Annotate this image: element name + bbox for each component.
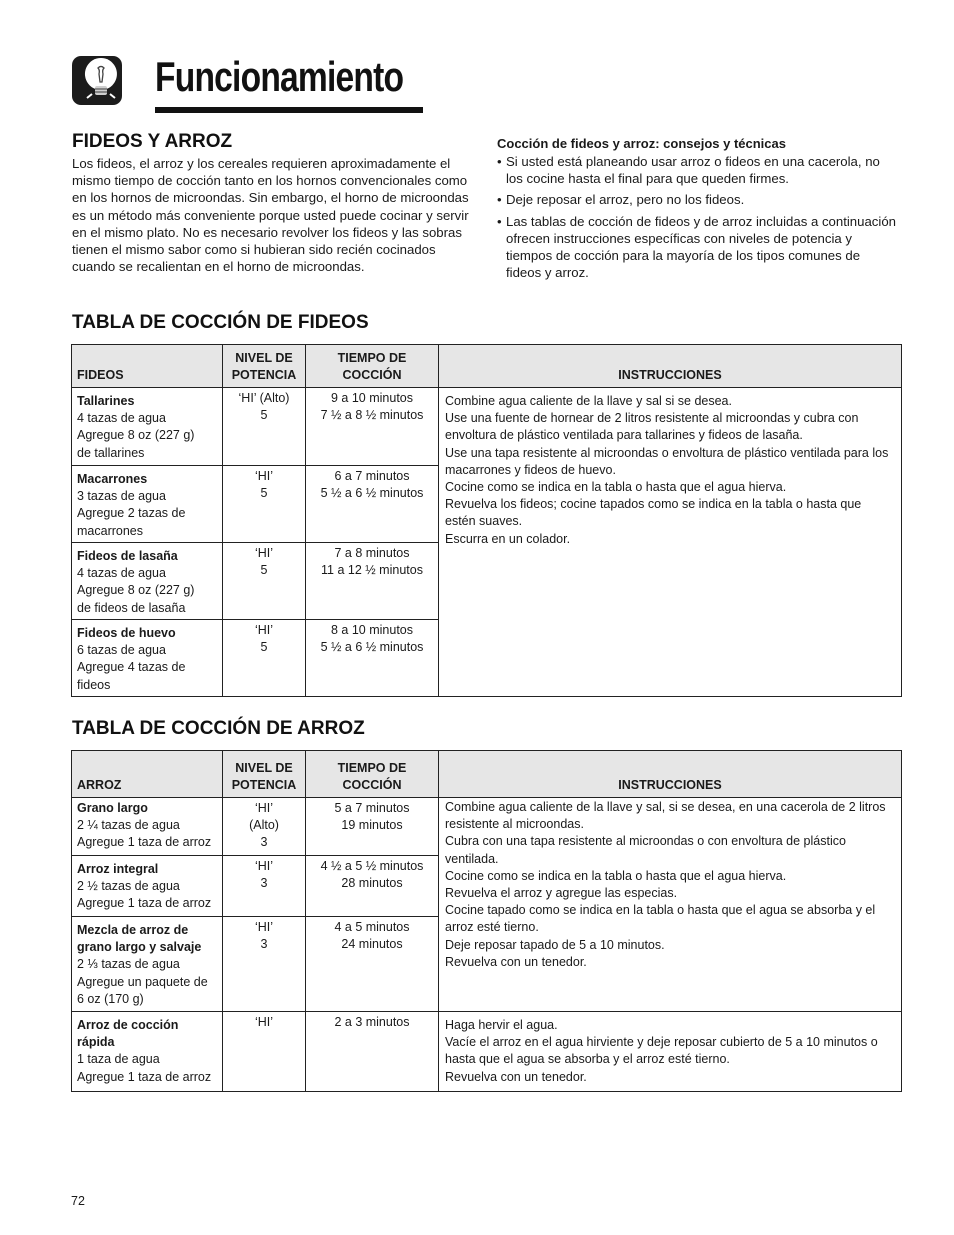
level-value: ‘HI’ [254, 469, 274, 483]
item-detail: Agregue 8 oz (227 g) [77, 583, 195, 598]
time-value: 2 a 3 minutos [334, 1015, 410, 1029]
table-row [72, 388, 902, 466]
item-detail: 1 taza de agua [77, 1052, 160, 1067]
time-cell [306, 1012, 439, 1092]
time-cell [306, 856, 439, 917]
page-title: Funcionamiento [155, 53, 404, 100]
time-value: 11 a 12 ½ minutos [321, 563, 423, 578]
lightbulb-icon [71, 52, 127, 108]
level-value: 3 [260, 876, 268, 891]
level-value: 5 [260, 640, 268, 655]
instructions-cell [439, 1012, 902, 1092]
time-value: 9 a 10 minutos [331, 391, 413, 405]
level-value: 5 [260, 486, 268, 501]
page-number: 72 [71, 1194, 85, 1208]
item-detail: Agregue 1 taza de arroz [77, 835, 212, 850]
tip-item: • Deje reposar el arroz, pero no los fideos. [497, 191, 897, 208]
item-cell [72, 798, 223, 856]
time-cell [306, 917, 439, 1012]
instruction-line: Revuelva con un tenedor. [445, 1069, 587, 1084]
item-cell [72, 620, 223, 697]
time-value: 7 ½ a 8 ½ minutos [320, 408, 424, 423]
level-value: ‘HI’ [254, 920, 274, 934]
column-header-level-line: NIVEL DE [235, 351, 293, 365]
level-value: 5 [260, 408, 268, 423]
intro-section [72, 131, 480, 275]
level-cell [223, 856, 306, 917]
section-heading: FIDEOS Y ARROZ [72, 131, 233, 152]
column-header-level-line: NIVEL DE [235, 761, 293, 775]
time-value: 5 ½ a 6 ½ minutos [320, 486, 424, 501]
time-cell [306, 543, 439, 620]
time-cell [306, 388, 439, 466]
title-rule [155, 107, 423, 113]
noodle-table-heading: TABLA DE COCCIÓN DE FIDEOS [72, 312, 369, 333]
instruction-line: Combine agua caliente de la llave y sal si se desea. [445, 394, 732, 408]
tip-item: • Si usted está planeando usar arroz o fideos en una cacerola, no los cocine hasta el final para que queden firmes. [497, 153, 897, 187]
item-detail: Agregue 2 tazas de [77, 506, 186, 521]
item-detail: de tallarines [77, 445, 145, 460]
instruction-line: Revuelva con un tenedor. [445, 954, 587, 969]
item-name: Arroz integral [77, 862, 159, 876]
item-name: Fideos de lasaña [77, 549, 178, 563]
instruction-line: Use una fuente de hornear de 2 litros resistente al microondas y cubra con envoltura de plástico ventilada para tallarines y fideos de lasaña. [445, 411, 859, 443]
column-header-item: FIDEOS [72, 345, 223, 388]
level-value: ‘HI’ [254, 623, 274, 637]
item-detail: Agregue 1 taza de arroz [77, 896, 212, 911]
item-detail: Agregue 8 oz (227 g) [77, 428, 195, 443]
tips-heading: Cocción de fideos y arroz: consejos y técnicas [497, 136, 786, 151]
instruction-line: Use una tapa resistente al microondas o envoltura de plástico ventilada para los macarrones y fideos de huevo. [445, 445, 889, 477]
item-cell [72, 388, 223, 466]
instruction-line: Haga hervir el agua. [445, 1018, 558, 1032]
item-cell [72, 1012, 223, 1092]
time-value: 5 a 7 minutos [334, 801, 410, 815]
item-cell [72, 466, 223, 543]
table-row [72, 798, 902, 856]
item-cell [72, 917, 223, 1012]
item-detail: macarrones [77, 523, 143, 538]
item-detail: 3 tazas de agua [77, 489, 166, 504]
instructions-cell [439, 798, 902, 1012]
tips-section [497, 135, 897, 285]
item-detail: 4 tazas de agua [77, 566, 166, 581]
item-detail: Agregue un paquete de 6 oz (170 g) [77, 974, 208, 1006]
level-cell [223, 388, 306, 466]
item-name: Fideos de huevo [77, 626, 176, 640]
instruction-line: Escurra en un colador. [445, 531, 571, 546]
column-header-time-line: TIEMPO DE [337, 761, 407, 775]
instruction-line: Cocine tapado como se indica en la tabla o hasta que el agua se absorba y el arroz esté tierno. [445, 903, 876, 935]
item-name: Macarrones [77, 472, 148, 486]
instruction-line: Deje reposar tapado de 5 a 10 minutos. [445, 937, 665, 952]
item-cell [72, 543, 223, 620]
level-cell [223, 466, 306, 543]
item-name: Grano largo [77, 801, 148, 815]
item-detail: fideos [77, 677, 111, 692]
level-value: ‘HI’ [254, 801, 274, 815]
tips-list [497, 153, 897, 281]
time-value: 4 ½ a 5 ½ minutos [320, 859, 424, 873]
time-cell [306, 798, 439, 856]
time-value: 24 minutos [341, 937, 403, 952]
instruction-line: Combine agua caliente de la llave y sal, si se desea, en una cacerola de 2 litros resistente al microondas. [445, 800, 886, 832]
instruction-line: Cocine como se indica en la tabla o hasta que el agua hierva. [445, 868, 787, 883]
item-detail: 6 tazas de agua [77, 643, 166, 658]
level-value: (Alto) [249, 818, 279, 833]
column-header-item: ARROZ [72, 751, 223, 798]
column-header-time-line: COCCIÓN [342, 778, 402, 792]
time-cell [306, 620, 439, 697]
tip-item: • Las tablas de cocción de fideos y de arroz incluidas a continuación ofrecen instrucciones específicas con niveles de potencia y tiempos de cocción para la mayoría de los tipos comunes de fideos y arroz. [497, 213, 897, 282]
column-header-level-line: POTENCIA [231, 778, 297, 792]
item-detail: 2 ⅓ tazas de agua [77, 957, 180, 972]
level-cell [223, 543, 306, 620]
table-row [72, 1012, 902, 1092]
rice-table-heading: TABLA DE COCCIÓN DE ARROZ [72, 718, 365, 739]
level-cell [223, 917, 306, 1012]
level-value: ‘HI’ [254, 546, 274, 560]
rice-table [71, 750, 902, 1092]
level-value: 3 [260, 835, 268, 850]
item-cell [72, 856, 223, 917]
instruction-line: Revuelva los fideos; cocine tapados como se indica en la tabla o hasta que estén suaves. [445, 497, 862, 529]
instruction-line: Vacíe el arroz en el agua hirviente y deje reposar cubierto de 5 a 10 minutos o hasta que el agua se absorba y el arroz esté tierno. [445, 1035, 878, 1067]
instructions-cell [439, 388, 902, 697]
level-cell [223, 1012, 306, 1092]
level-cell [223, 620, 306, 697]
column-header-time-line: TIEMPO DE [337, 351, 407, 365]
instruction-line: Cocine como se indica en la tabla o hasta que el agua hierva. [445, 480, 787, 495]
instruction-line: Revuelva el arroz y agregue las especias. [445, 886, 678, 901]
column-header-level [223, 345, 306, 388]
level-cell [223, 798, 306, 856]
item-detail: 4 tazas de agua [77, 411, 166, 426]
level-value: ‘HI’ [254, 1015, 274, 1029]
time-value: 6 a 7 minutos [334, 469, 410, 483]
level-value: 5 [260, 563, 268, 578]
item-detail: de fideos de lasaña [77, 600, 186, 615]
level-value: ‘HI’ (Alto) [238, 391, 290, 405]
time-value: 4 a 5 minutos [334, 920, 410, 934]
item-detail: Agregue 4 tazas de [77, 660, 186, 675]
time-cell [306, 466, 439, 543]
intro-paragraph: Los fideos, el arroz y los cereales requieren aproximadamente el mismo tiempo de cocción tanto en los hornos convencionales como en los hornos de microondas. Sin embargo, el horno de microondas es un método más conveniente porque usted puede cocinar y servir en el mismo plato. No es necesario revolver los fideos y las sobras tienen el mismo sabor como si hubieran sido recién cocinados cuando se recalientan en el horno de microondas. [72, 156, 469, 275]
column-header-instructions: INSTRUCCIONES [439, 345, 902, 388]
item-detail: Agregue 1 taza de arroz [77, 1069, 212, 1084]
column-header-time [306, 345, 439, 388]
time-value: 7 a 8 minutos [334, 546, 410, 560]
column-header-instructions: INSTRUCCIONES [439, 751, 902, 798]
column-header-time [306, 751, 439, 798]
column-header-level-line: POTENCIA [231, 368, 297, 382]
level-value: ‘HI’ [254, 859, 274, 873]
time-value: 8 a 10 minutos [331, 623, 413, 637]
level-value: 3 [260, 937, 268, 952]
time-value: 5 ½ a 6 ½ minutos [320, 640, 424, 655]
column-header-level [223, 751, 306, 798]
item-detail: 2 ½ tazas de agua [77, 879, 180, 894]
column-header-time-line: COCCIÓN [342, 368, 402, 382]
time-value: 28 minutos [341, 876, 403, 891]
item-name: Mezcla de arroz de grano largo y salvaje [77, 923, 202, 955]
item-detail: 2 ¼ tazas de agua [77, 818, 180, 833]
instruction-line: Cubra con una tapa resistente al microondas o con envoltura de plástico ventilada. [445, 834, 846, 866]
item-name: Arroz de cocción rápida [77, 1018, 179, 1050]
time-value: 19 minutos [341, 818, 403, 833]
noodle-table [71, 344, 902, 697]
item-name: Tallarines [77, 394, 135, 408]
